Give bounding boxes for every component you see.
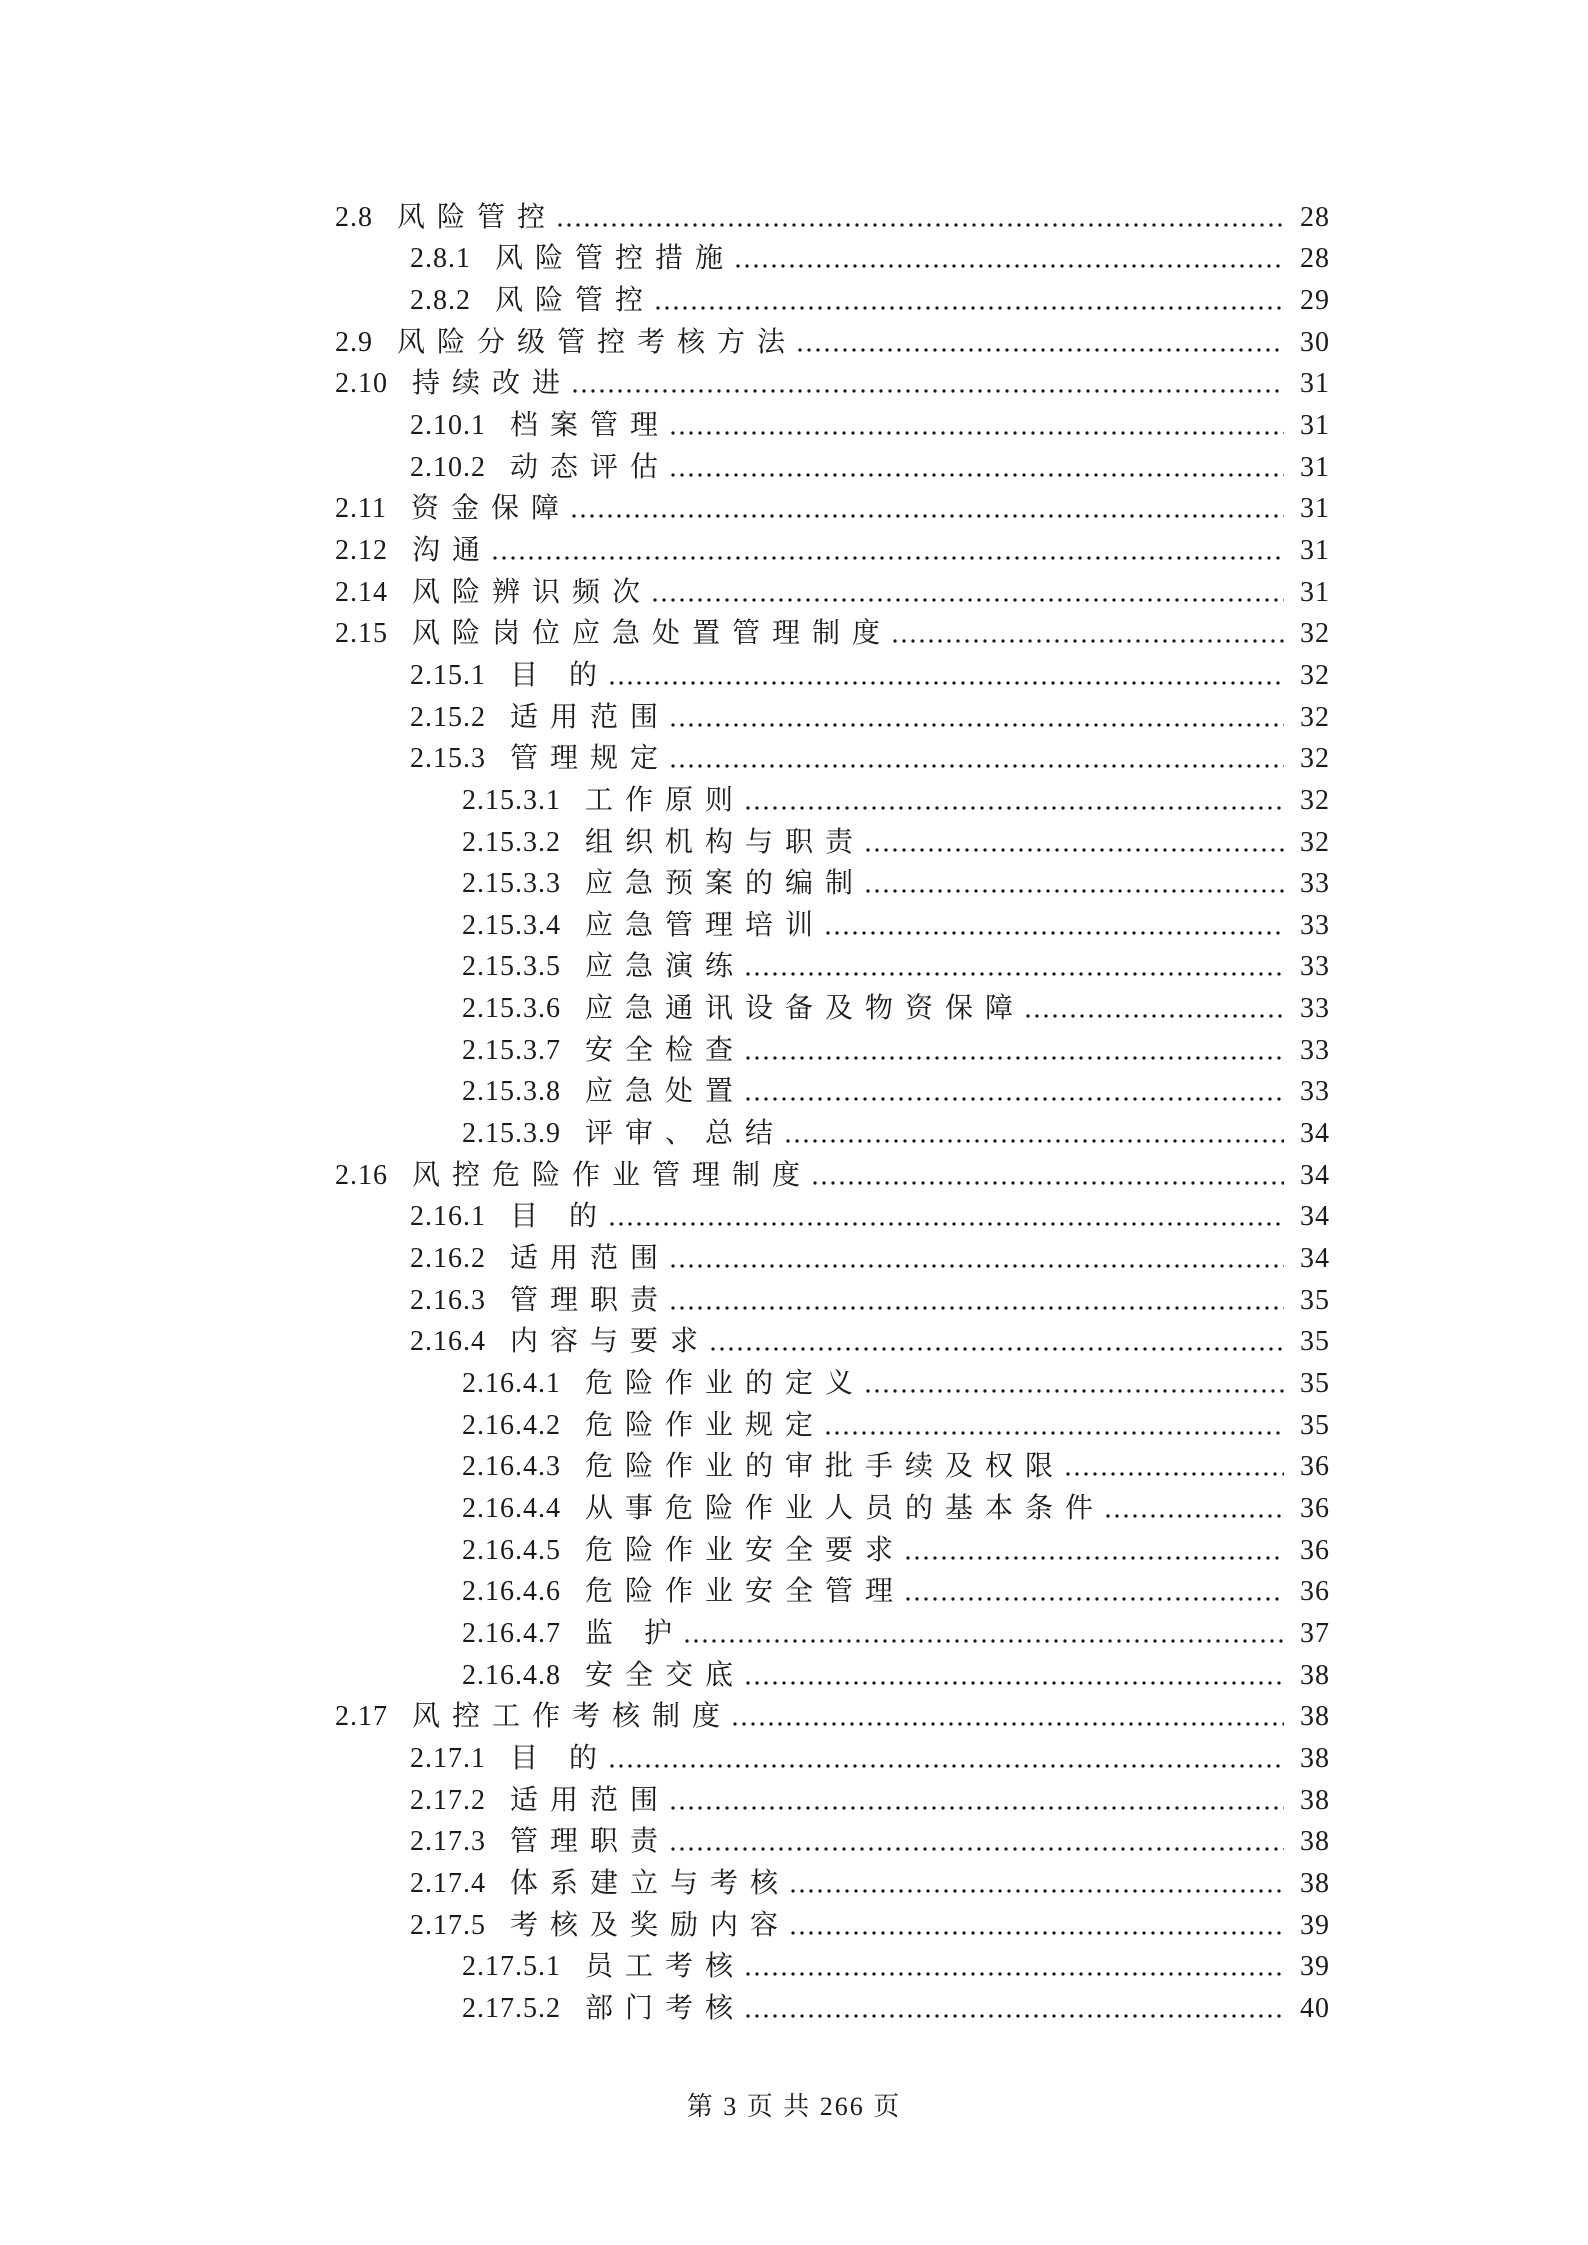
dot-leader [670,1805,1284,1811]
toc-entry-page: 28 [1300,243,1330,275]
toc-entry-title: 档案管理 [510,409,671,441]
dot-leader [670,472,1284,478]
toc-entry-number: 2.8.2 [410,284,471,316]
toc-entry[interactable] [335,1148,1330,1190]
dot-leader [1065,1471,1284,1477]
toc-entry-number: 2.15.1 [410,659,486,691]
toc-entry-page: 38 [1300,1742,1330,1774]
dot-leader [609,1763,1284,1769]
toc-entry[interactable] [335,1023,1330,1065]
page-footer: 第 3 页 共 266 页 [686,2092,902,2121]
toc-entry-title: 风险分级管控考核方法 [397,326,798,358]
toc-entry-number: 2.12 [335,534,388,566]
toc-entry-number: 2.15.3.6 [462,993,561,1025]
dot-leader [557,222,1284,228]
dot-leader [797,347,1284,353]
toc-entry-page: 38 [1300,1784,1330,1816]
toc-entry[interactable] [335,1398,1330,1440]
dot-leader [745,805,1284,811]
toc-entry-title: 风险辨识频次 [412,576,653,608]
toc-entry-page: 34 [1300,1201,1330,1233]
toc-entry-page: 31 [1300,493,1330,525]
toc-entry-page: 29 [1300,284,1330,316]
toc-entry[interactable] [335,1523,1330,1565]
toc-entry-page: 35 [1300,1326,1330,1358]
toc-entry[interactable] [335,1273,1330,1315]
dot-leader [655,305,1284,311]
toc-entry-title: 应急管理培训 [585,909,826,941]
toc-entry-number: 2.16.4.3 [462,1451,561,1483]
toc-entry-title: 管理规定 [510,743,671,775]
dot-leader [670,1263,1284,1269]
toc-entry-page: 35 [1300,1409,1330,1441]
toc-entry-title: 管理职责 [510,1284,671,1316]
toc-entry[interactable] [335,1690,1330,1732]
toc-entry-title: 适用范围 [510,701,671,733]
toc-entry-page: 38 [1300,1659,1330,1691]
toc-entry-title: 风险管控 [397,201,558,233]
dot-leader [572,388,1284,394]
toc-entry-page: 35 [1300,1368,1330,1400]
toc-entry-number: 2.15.3.5 [462,951,561,983]
toc-entry-page: 30 [1300,326,1330,358]
toc-entry-title: 适用范围 [510,1243,671,1275]
toc-entry-page: 34 [1300,1243,1330,1275]
toc-entry[interactable] [335,815,1330,857]
dot-leader [732,1721,1284,1727]
toc-entry[interactable] [335,1940,1330,1982]
toc-entry[interactable] [335,1981,1330,2023]
toc-entry-page: 36 [1300,1576,1330,1608]
toc-entry[interactable] [335,1440,1330,1482]
toc-entry-number: 2.16.3 [410,1284,486,1316]
toc-entry[interactable] [335,1065,1330,1107]
toc-entry[interactable] [335,607,1330,649]
toc-entry[interactable] [335,398,1330,440]
toc-entry-number: 2.17.5.1 [462,1951,561,1983]
toc-entry-number: 2.15.2 [410,701,486,733]
dot-leader [825,930,1284,936]
toc-entry-page: 32 [1300,659,1330,691]
toc-entry-number: 2.16.4.1 [462,1368,561,1400]
toc-entry-title: 危险作业安全管理 [585,1576,906,1608]
toc-entry[interactable] [335,1773,1330,1815]
dot-leader [745,1971,1284,1977]
toc-entry-number: 2.14 [335,576,388,608]
toc-entry-title: 评审、总结 [585,1118,786,1150]
toc-entry-page: 35 [1300,1284,1330,1316]
toc-entry-number: 2.15.3.2 [462,826,561,858]
dot-leader [684,1638,1284,1644]
toc-entry-title: 应急处置 [585,1076,746,1108]
dot-leader [745,2013,1284,2019]
toc-entry-number: 2.16.4.2 [462,1409,561,1441]
toc-entry-page: 39 [1300,1909,1330,1941]
toc-entry[interactable] [335,857,1330,899]
toc-entry-title: 危险作业的审批手续及权限 [585,1451,1066,1483]
toc-entry-title: 风险岗位应急处置管理制度 [412,618,893,650]
toc-entry-number: 2.16.4.4 [462,1493,561,1524]
toc-entry[interactable] [335,1856,1330,1898]
dot-leader [905,1555,1284,1561]
toc-entry[interactable] [335,1606,1330,1648]
toc-entry-number: 2.16.2 [410,1243,486,1275]
dot-leader [865,888,1284,894]
dot-leader [735,263,1284,269]
toc-entry-title: 风控危险作业管理制度 [412,1159,813,1191]
toc-entry-title: 应急预案的编制 [585,868,866,900]
toc-entry-number: 2.17.2 [410,1784,486,1816]
toc-entry[interactable] [335,1815,1330,1857]
dot-leader [1025,1013,1284,1019]
dot-leader [790,1888,1284,1894]
toc-entry-title: 危险作业安全要求 [585,1534,906,1566]
toc-entry-page: 33 [1300,951,1330,983]
toc-entry-number: 2.17 [335,1701,388,1733]
toc-entry-page: 34 [1300,1118,1330,1150]
toc-entry-number: 2.15.3.4 [462,909,561,941]
toc-entry-page: 36 [1300,1451,1330,1483]
toc-entry-number: 2.17.5 [410,1909,486,1941]
toc-entry[interactable] [335,898,1330,940]
toc-entry-number: 2.16.4.5 [462,1534,561,1566]
toc-entry[interactable] [335,690,1330,732]
toc-entry[interactable] [335,315,1330,357]
dot-leader [905,1596,1284,1602]
toc-entry[interactable] [335,232,1330,274]
toc-entry-number: 2.17.4 [410,1867,486,1899]
dot-leader [745,1096,1284,1102]
toc-entry-title: 沟通 [412,534,493,566]
toc-entry-title: 监 护 [585,1617,685,1649]
toc-entry[interactable] [335,1231,1330,1273]
toc-entry-number: 2.17.5.2 [462,1992,561,2024]
toc-entry-title: 风控工作考核制度 [412,1701,733,1733]
toc-entry-title: 管理职责 [510,1826,671,1858]
toc-entry[interactable] [335,981,1330,1023]
toc-entry[interactable] [335,1106,1330,1148]
toc-entry-page: 33 [1300,1034,1330,1066]
toc-entry-title: 危险作业的定义 [585,1368,866,1400]
dot-leader [670,722,1284,728]
toc-entry-title: 内容与要求 [510,1326,711,1358]
toc-entry-page: 31 [1300,576,1330,608]
toc-entry-title: 风险管控措施 [495,243,736,275]
toc-entry-number: 2.15.3.7 [462,1034,561,1066]
toc-entry-title: 风险管控 [495,284,656,316]
toc-entry[interactable] [335,1315,1330,1357]
toc-entry[interactable] [335,273,1330,315]
toc-entry-number: 2.15.3.8 [462,1076,561,1108]
toc-entry-number: 2.8.1 [410,243,471,275]
toc-entry-title: 组织机构与职责 [585,826,866,858]
toc-entry-title: 持续改进 [412,368,573,400]
toc-entry-page: 32 [1300,743,1330,775]
toc-entry-number: 2.15.3 [410,743,486,775]
toc-entry[interactable] [335,1565,1330,1607]
toc-entry[interactable] [335,482,1330,524]
dot-leader [745,971,1284,977]
toc-entry-number: 2.16.4.7 [462,1617,561,1649]
toc-entry-number: 2.16 [335,1159,388,1191]
dot-leader [609,680,1284,686]
toc-entry-page: 31 [1300,368,1330,400]
toc-entry[interactable] [335,1731,1330,1773]
toc-entry-title: 工作原则 [585,784,746,816]
dot-leader [571,513,1284,519]
toc-entry-page: 39 [1300,1951,1330,1983]
toc-entry-number: 2.16.4 [410,1326,486,1358]
toc-entry[interactable] [335,940,1330,982]
toc-entry-page: 40 [1300,1992,1330,2024]
toc-entry-number: 2.17.3 [410,1826,486,1858]
toc-entry-page: 36 [1300,1493,1330,1524]
toc-entry-page: 31 [1300,409,1330,441]
toc-entry[interactable] [335,732,1330,774]
toc-entry-page: 38 [1300,1867,1330,1899]
dot-leader [825,1430,1284,1436]
toc-entry-number: 2.9 [335,326,373,358]
toc-entry-page: 33 [1300,909,1330,941]
toc-entry-number: 2.10.2 [410,451,486,483]
toc-entry-number: 2.10 [335,368,388,400]
toc-entry-title: 体系建立与考核 [510,1867,791,1899]
dot-leader [652,597,1284,603]
toc-entry[interactable] [335,1190,1330,1232]
toc-entry[interactable] [335,648,1330,690]
dot-leader [865,847,1284,853]
toc-entry-number: 2.16.1 [410,1201,486,1233]
toc-entry-title: 目 的 [510,659,610,691]
dot-leader [609,1221,1284,1227]
toc-entry-number: 2.16.4.6 [462,1576,561,1608]
toc-entry-title: 安全交底 [585,1659,746,1691]
toc-entry-page: 38 [1300,1826,1330,1858]
toc-entry[interactable] [335,773,1330,815]
toc-entry-page: 34 [1300,1159,1330,1191]
toc-entry-number: 2.17.1 [410,1742,486,1774]
toc-entry-page: 32 [1300,826,1330,858]
toc-entry[interactable] [335,1898,1330,1940]
toc-entry-number: 2.15.3.1 [462,784,561,816]
dot-leader [670,763,1284,769]
dot-leader [670,1846,1284,1852]
dot-leader [790,1930,1284,1936]
toc-entry-page: 33 [1300,993,1330,1025]
dot-leader [710,1346,1284,1352]
toc-entry-title: 目 的 [510,1201,610,1233]
toc-entry-page: 37 [1300,1617,1330,1649]
toc-entry-number: 2.15.3.9 [462,1118,561,1150]
toc-entry-title: 动态评估 [510,451,671,483]
toc-entry-page: 28 [1300,201,1330,233]
toc-entry-number: 2.16.4.8 [462,1659,561,1691]
toc-entry-page: 38 [1300,1701,1330,1733]
toc-entry[interactable] [335,565,1330,607]
toc-entry-page: 33 [1300,1076,1330,1108]
toc-entry[interactable] [335,440,1330,482]
dot-leader [1105,1513,1284,1519]
toc-entry[interactable] [335,1648,1330,1690]
toc-entry-title: 从事危险作业人员的基本条件 [585,1493,1106,1524]
toc-entry-page: 32 [1300,701,1330,733]
toc-entry[interactable] [335,190,1330,232]
toc-entry-number: 2.8 [335,201,373,233]
toc-entry[interactable] [335,523,1330,565]
toc-entry-title: 应急演练 [585,951,746,983]
toc-entry[interactable] [335,1356,1330,1398]
toc-entry[interactable] [335,357,1330,399]
dot-leader [670,430,1284,436]
table-of-contents [335,190,1330,2023]
toc-entry-title: 适用范围 [510,1784,671,1816]
toc-entry-page: 33 [1300,868,1330,900]
toc-entry-title: 安全检查 [585,1034,746,1066]
toc-entry-number: 2.15.3.3 [462,868,561,900]
toc-entry-title: 目 的 [510,1742,610,1774]
toc-entry-title: 资金保障 [410,493,571,525]
dot-leader [745,1055,1284,1061]
toc-entry-page: 32 [1300,784,1330,816]
toc-entry-title: 危险作业规定 [585,1409,826,1441]
toc-entry[interactable] [335,1481,1330,1523]
dot-leader [785,1138,1284,1144]
dot-leader [745,1680,1284,1686]
dot-leader [670,1305,1284,1311]
toc-entry-title: 员工考核 [585,1951,746,1983]
toc-entry-number: 2.10.1 [410,409,486,441]
toc-entry-number: 2.11 [335,493,387,525]
toc-entry-number: 2.15 [335,618,388,650]
toc-entry-page: 31 [1300,534,1330,566]
dot-leader [812,1180,1284,1186]
toc-entry-title: 应急通讯设备及物资保障 [585,993,1026,1025]
dot-leader [892,638,1284,644]
toc-entry-page: 36 [1300,1534,1330,1566]
toc-entry-page: 32 [1300,618,1330,650]
dot-leader [865,1388,1284,1394]
toc-entry-title: 考核及奖励内容 [510,1909,791,1941]
dot-leader [492,555,1284,561]
toc-entry-title: 部门考核 [585,1992,746,2024]
toc-entry-page: 31 [1300,451,1330,483]
